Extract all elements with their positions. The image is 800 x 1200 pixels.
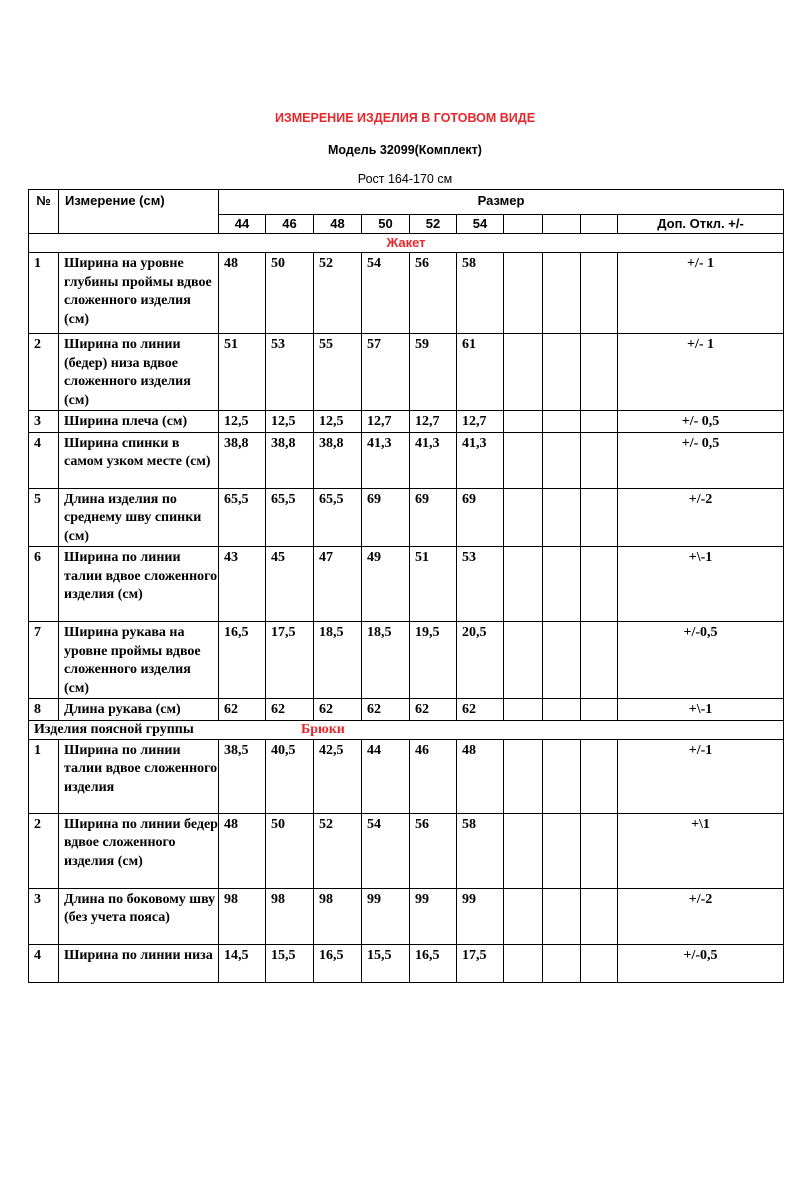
section-label-jacket: Жакет	[29, 234, 784, 253]
size-value: 56	[410, 253, 457, 334]
measurement-name: Ширина спинки в самом узком месте (см)	[59, 432, 219, 488]
size-value: 62	[362, 699, 410, 721]
size-value: 50	[266, 253, 314, 334]
tolerance-value: +/- 1	[618, 334, 784, 411]
size-value: 12,5	[266, 411, 314, 433]
table-row	[29, 411, 784, 433]
size-value: 51	[410, 547, 457, 622]
size-value: 19,5	[410, 622, 457, 699]
size-value: 54	[362, 813, 410, 888]
size-value: 40,5	[266, 739, 314, 813]
empty-cell	[504, 253, 543, 334]
tolerance-value: +/- 0,5	[618, 432, 784, 488]
size-value: 14,5	[219, 944, 266, 982]
size-value: 12,7	[362, 411, 410, 433]
size-value: 50	[266, 813, 314, 888]
size-value: 43	[219, 547, 266, 622]
size-value: 99	[362, 888, 410, 944]
size-value: 38,8	[266, 432, 314, 488]
empty-cell	[581, 411, 618, 433]
table-row	[29, 622, 784, 699]
tolerance-value: +\-1	[618, 699, 784, 721]
document-title: ИЗМЕРЕНИЕ ИЗДЕЛИЯ В ГОТОВОМ ВИДЕ	[274, 111, 536, 125]
size-col: 48	[314, 215, 362, 234]
empty-cell	[543, 699, 581, 721]
size-value: 16,5	[219, 622, 266, 699]
size-value: 38,8	[219, 432, 266, 488]
height-range: Рост 164-170 см	[357, 172, 453, 186]
empty-cell	[543, 547, 581, 622]
size-value: 48	[219, 813, 266, 888]
measurement-table	[28, 189, 784, 983]
size-value: 62	[314, 699, 362, 721]
size-value: 48	[457, 739, 504, 813]
empty-cell	[543, 622, 581, 699]
table-row	[29, 432, 784, 488]
empty-col	[581, 215, 618, 234]
model-name: Модель 32099(Комплект)	[328, 143, 482, 157]
empty-cell	[504, 622, 543, 699]
size-value: 18,5	[362, 622, 410, 699]
empty-col	[543, 215, 581, 234]
row-number: 3	[29, 411, 59, 433]
empty-cell	[543, 432, 581, 488]
row-number: 4	[29, 944, 59, 982]
empty-cell	[504, 699, 543, 721]
empty-cell	[543, 813, 581, 888]
table-header	[29, 190, 784, 234]
empty-cell	[504, 944, 543, 982]
size-value: 98	[266, 888, 314, 944]
size-col: 50	[362, 215, 410, 234]
measurement-name: Ширина плеча (см)	[59, 411, 219, 433]
empty-cell	[543, 888, 581, 944]
measurement-name: Ширина по линии бедер вдвое сложенного изделия (см)	[59, 813, 219, 888]
size-col: 52	[410, 215, 457, 234]
empty-cell	[543, 944, 581, 982]
measurement-name: Ширина по линии талии вдвое сложенного изделия	[59, 739, 219, 813]
header-size: Размер	[219, 190, 784, 215]
size-value: 46	[410, 739, 457, 813]
size-value: 15,5	[362, 944, 410, 982]
size-value: 65,5	[314, 488, 362, 547]
size-value: 41,3	[457, 432, 504, 488]
size-value: 69	[457, 488, 504, 547]
empty-cell	[581, 813, 618, 888]
size-value: 41,3	[410, 432, 457, 488]
empty-cell	[581, 334, 618, 411]
empty-cell	[581, 488, 618, 547]
row-number: 2	[29, 334, 59, 411]
size-value: 58	[457, 813, 504, 888]
size-value: 65,5	[266, 488, 314, 547]
section-label-pants: Брюки	[301, 721, 345, 737]
size-value: 49	[362, 547, 410, 622]
size-value: 99	[457, 888, 504, 944]
empty-cell	[504, 888, 543, 944]
header-measure: Измерение (см)	[59, 190, 219, 234]
row-number: 7	[29, 622, 59, 699]
tolerance-value: +/-0,5	[618, 944, 784, 982]
size-value: 62	[457, 699, 504, 721]
size-value: 98	[219, 888, 266, 944]
table-row	[29, 334, 784, 411]
empty-cell	[581, 622, 618, 699]
size-value: 69	[362, 488, 410, 547]
size-value: 12,7	[457, 411, 504, 433]
measurement-name: Ширина по линии (бедер) низа вдвое сложенного изделия (см)	[59, 334, 219, 411]
measurement-name: Длина рукава (см)	[59, 699, 219, 721]
size-value: 12,5	[219, 411, 266, 433]
size-value: 17,5	[266, 622, 314, 699]
empty-cell	[543, 411, 581, 433]
size-value: 58	[457, 253, 504, 334]
size-value: 98	[314, 888, 362, 944]
size-value: 52	[314, 813, 362, 888]
empty-cell	[581, 739, 618, 813]
measurement-name: Ширина по линии талии вдвое сложенного изделия (см)	[59, 547, 219, 622]
tolerance-value: +/-1	[618, 739, 784, 813]
table-row	[29, 547, 784, 622]
size-value: 38,8	[314, 432, 362, 488]
measurement-name: Ширина по линии низа	[59, 944, 219, 982]
size-value: 20,5	[457, 622, 504, 699]
size-value: 61	[457, 334, 504, 411]
table-row	[29, 699, 784, 721]
empty-cell	[581, 944, 618, 982]
tolerance-value: +\1	[618, 813, 784, 888]
row-number: 3	[29, 888, 59, 944]
jacket-rows	[29, 253, 784, 721]
empty-cell	[543, 334, 581, 411]
empty-cell	[504, 547, 543, 622]
pants-section	[29, 720, 784, 739]
tolerance-value: +/-2	[618, 488, 784, 547]
empty-col	[504, 215, 543, 234]
size-col: 46	[266, 215, 314, 234]
empty-cell	[504, 813, 543, 888]
empty-cell	[504, 488, 543, 547]
size-value: 56	[410, 813, 457, 888]
table-row	[29, 888, 784, 944]
size-value: 62	[410, 699, 457, 721]
table-row	[29, 739, 784, 813]
size-value: 47	[314, 547, 362, 622]
row-number: 8	[29, 699, 59, 721]
size-value: 99	[410, 888, 457, 944]
size-value: 12,7	[410, 411, 457, 433]
size-value: 16,5	[314, 944, 362, 982]
size-value: 55	[314, 334, 362, 411]
size-value: 52	[314, 253, 362, 334]
size-value: 41,3	[362, 432, 410, 488]
size-value: 15,5	[266, 944, 314, 982]
row-number: 6	[29, 547, 59, 622]
size-value: 65,5	[219, 488, 266, 547]
size-value: 45	[266, 547, 314, 622]
empty-cell	[504, 739, 543, 813]
empty-cell	[543, 739, 581, 813]
size-value: 57	[362, 334, 410, 411]
pants-rows	[29, 739, 784, 982]
size-value: 38,5	[219, 739, 266, 813]
size-col: 54	[457, 215, 504, 234]
table-row	[29, 813, 784, 888]
size-value: 18,5	[314, 622, 362, 699]
size-value: 59	[410, 334, 457, 411]
size-value: 44	[362, 739, 410, 813]
measurement-name: Ширина рукава на уровне проймы вдвое сложенного изделия (см)	[59, 622, 219, 699]
empty-cell	[581, 253, 618, 334]
size-value: 53	[457, 547, 504, 622]
table-row	[29, 253, 784, 334]
size-value: 54	[362, 253, 410, 334]
size-col: 44	[219, 215, 266, 234]
row-number: 2	[29, 813, 59, 888]
tolerance-value: +/- 0,5	[618, 411, 784, 433]
row-number: 1	[29, 253, 59, 334]
size-value: 62	[266, 699, 314, 721]
empty-cell	[504, 411, 543, 433]
size-value: 42,5	[314, 739, 362, 813]
empty-cell	[543, 488, 581, 547]
size-value: 62	[219, 699, 266, 721]
group-label: Изделия поясной группы	[34, 721, 194, 737]
empty-cell	[543, 253, 581, 334]
row-number: 1	[29, 739, 59, 813]
empty-cell	[581, 888, 618, 944]
header-num: №	[29, 190, 59, 234]
table-row	[29, 944, 784, 982]
tolerance-value: +\-1	[618, 547, 784, 622]
tolerance-value: +/- 1	[618, 253, 784, 334]
measurement-name: Ширина на уровне глубины проймы вдвое сложенного изделия (см)	[59, 253, 219, 334]
size-value: 16,5	[410, 944, 457, 982]
empty-cell	[504, 334, 543, 411]
row-number: 4	[29, 432, 59, 488]
row-number: 5	[29, 488, 59, 547]
empty-cell	[581, 699, 618, 721]
empty-cell	[504, 432, 543, 488]
table-row	[29, 488, 784, 547]
size-value: 53	[266, 334, 314, 411]
jacket-section	[29, 234, 784, 253]
size-value: 12,5	[314, 411, 362, 433]
tolerance-value: +/-2	[618, 888, 784, 944]
tolerance-value: +/-0,5	[618, 622, 784, 699]
empty-cell	[581, 432, 618, 488]
pants-section-row	[29, 720, 784, 739]
size-value: 48	[219, 253, 266, 334]
size-value: 51	[219, 334, 266, 411]
measurement-name: Длина изделия по среднему шву спинки (см)	[59, 488, 219, 547]
empty-cell	[581, 547, 618, 622]
measurement-name: Длина по боковому шву (без учета пояса)	[59, 888, 219, 944]
size-value: 17,5	[457, 944, 504, 982]
size-value: 69	[410, 488, 457, 547]
tolerance-header: Доп. Откл. +/-	[618, 215, 784, 234]
